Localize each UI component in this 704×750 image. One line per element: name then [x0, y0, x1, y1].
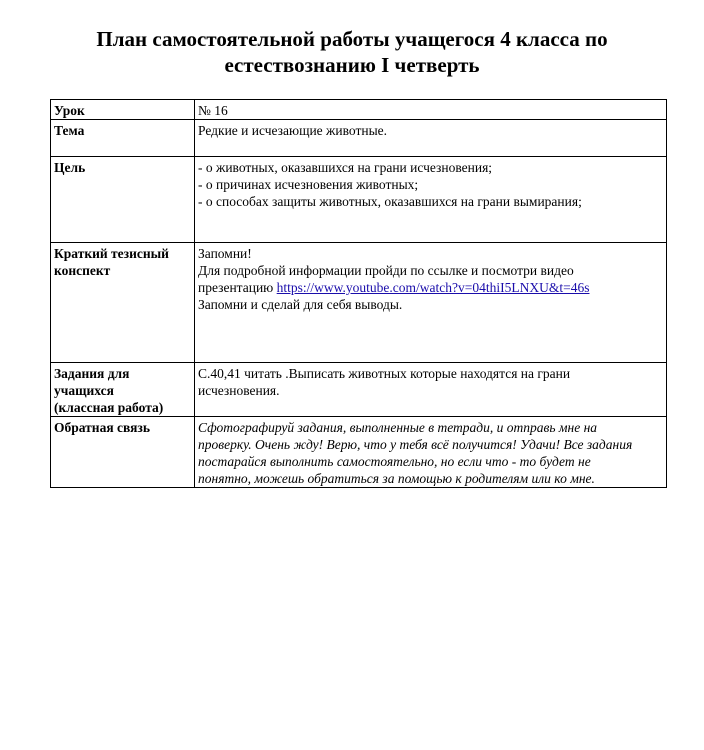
label-summary-line-2: конспект [54, 263, 111, 278]
value-lesson: № 16 [195, 100, 667, 120]
tasks-line-1: С.40,41 читать .Выписать животных которые находятся на грани [198, 366, 571, 381]
feedback-line-1: Сфотографируй задания, выполненные в тетради, и отправь мне на [198, 420, 598, 435]
summary-line-3 [198, 279, 663, 296]
youtube-link[interactable]: https://www.youtube.com/watch?v=04thiI5LNXU&t=46s [276, 280, 590, 295]
page-title [0, 26, 704, 78]
label-tasks [51, 363, 195, 417]
label-tasks-line-2: учащихся [54, 383, 114, 398]
title-line-1: План самостоятельной работы учащегося 4 класса по [96, 27, 608, 51]
feedback-line-3: постарайся выполнить самостоятельно, но если что - то будет не [198, 454, 591, 469]
goal-line-2: - о причинах исчезновения животных; [198, 177, 419, 192]
row-feedback [51, 417, 667, 488]
row-topic [51, 120, 667, 157]
goal-line-1: - о животных, оказавшихся на грани исчезновения; [198, 160, 493, 175]
value-tasks [195, 363, 667, 417]
row-summary [51, 243, 667, 363]
row-tasks [51, 363, 667, 417]
row-lesson [51, 100, 667, 120]
label-summary [51, 243, 195, 363]
label-summary-line-1: Краткий тезисный [54, 246, 169, 261]
label-goal: Цель [51, 157, 195, 243]
feedback-line-4: понятно, можешь обратиться за помощью к родителям или ко мне. [198, 471, 595, 486]
value-feedback [195, 417, 667, 488]
label-tasks-line-3: (классная работа) [54, 400, 164, 415]
label-tasks-line-1: Задания для [54, 366, 130, 381]
value-topic: Редкие и исчезающие животные. [195, 120, 667, 157]
label-lesson: Урок [51, 100, 195, 120]
value-summary [195, 243, 667, 363]
summary-line-4: Запомни и сделай для себя выводы. [198, 297, 403, 312]
feedback-line-2: проверку. Очень жду! Верю, что у тебя всё получится! Удачи! Все задания [198, 437, 633, 452]
row-goal [51, 157, 667, 243]
summary-line-1: Запомни! [198, 246, 252, 261]
summary-line-2: Для подробной информации пройди по ссылке и посмотри видео [198, 263, 574, 278]
value-goal [195, 157, 667, 243]
title-line-2: естествознанию I четверть [224, 53, 480, 77]
label-feedback: Обратная связь [51, 417, 195, 488]
goal-line-3: - о способах защиты животных, оказавшихся на грани вымирания; [198, 194, 582, 209]
plan-table [50, 99, 667, 488]
summary-link-prefix: презентацию [198, 280, 277, 295]
label-topic: Тема [51, 120, 195, 157]
tasks-line-2: исчезновения. [198, 383, 280, 398]
